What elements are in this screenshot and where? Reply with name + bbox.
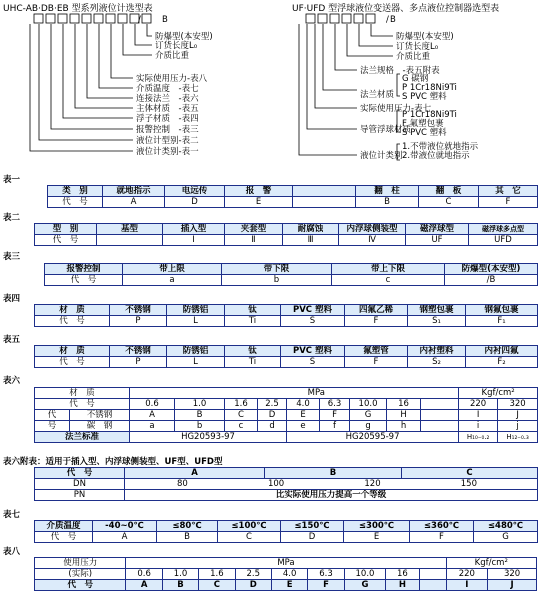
- table8-p5: 6.3: [308, 569, 344, 580]
- table6-std-1: HG20593-97: [130, 432, 287, 443]
- table7-header-row: [35, 521, 538, 532]
- table6-appendix-dn-label: DN: [35, 479, 125, 490]
- right-diagram-option: S PVC 塑料: [402, 128, 447, 138]
- table8-c9: J: [488, 580, 537, 591]
- table7: [34, 520, 538, 543]
- table4-c0: 代 号: [35, 316, 110, 327]
- table6: [34, 387, 538, 443]
- table1-h4: [293, 186, 356, 197]
- table4-c5: F: [345, 316, 408, 327]
- table8-pressure-row: [35, 569, 537, 580]
- table5-h7: 内衬四氟: [466, 346, 538, 357]
- table2-h3: 夹套型: [225, 224, 283, 235]
- table3-header-row: [45, 264, 538, 275]
- table6-s4: E: [287, 410, 320, 421]
- table7-c5: E: [344, 532, 410, 543]
- table6-p1: 1.0: [175, 399, 225, 410]
- table6-carbon-label: 碳 钢: [70, 421, 130, 432]
- table4-h6: 钢塑包裹: [408, 305, 466, 316]
- table6-std-2: HG20595-97: [287, 432, 459, 443]
- right-diagram-options: [402, 73, 479, 161]
- table8-title: 表八: [3, 547, 21, 557]
- right-header-title: UF·UFD 型浮球液位变送器、多点液位控制器选型表: [292, 4, 500, 14]
- right-diagram-option: 1.不带液位就地指示: [402, 142, 479, 152]
- table6-code-label: 代 号: [35, 399, 130, 410]
- table5-h0: 材 质: [35, 346, 110, 357]
- table7-title: 表七: [3, 510, 21, 520]
- table4-h3: 钛: [225, 305, 281, 316]
- table5-h4: PVC 塑料: [281, 346, 345, 357]
- right-diagram-label: 实际使用压力-表七: [360, 104, 432, 114]
- table8-p4: 4.0: [271, 569, 307, 580]
- table2-c2: Ⅰ: [163, 235, 225, 246]
- table2-c5: Ⅳ: [339, 235, 406, 246]
- table7-c6: F: [410, 532, 474, 543]
- table2-c4: Ⅲ: [283, 235, 339, 246]
- right-diagram-label: 导管浮球材质: [360, 125, 412, 135]
- table4-header-row: [35, 305, 538, 316]
- table4-c7: F₁: [466, 316, 538, 327]
- table8-p2: 1.6: [199, 569, 235, 580]
- right-slash: /: [386, 15, 389, 25]
- table6-unit-row: [35, 388, 538, 399]
- table6-appendix-pn-row: [35, 490, 538, 501]
- table8-kgf-label: Kgf/cm²: [446, 558, 536, 569]
- table6-k3: d: [258, 421, 287, 432]
- table2: [34, 223, 538, 246]
- table1-h1: 就地指示: [103, 186, 165, 197]
- table6-k8: i: [459, 421, 498, 432]
- table1-c1: A: [103, 197, 165, 208]
- table5-h6: 内衬塑料: [408, 346, 466, 357]
- table2-c7: UFD: [469, 235, 538, 246]
- table6-appendix-pn-text: 比实际使用压力提高一个等级: [125, 490, 538, 501]
- table8-c3: D: [235, 580, 271, 591]
- left-diagram-labels: [136, 31, 213, 157]
- table8-c2: C: [199, 580, 235, 591]
- table6-k6: g: [350, 421, 387, 432]
- table2-h4: 耐腐蚀: [283, 224, 339, 235]
- table6-appendix-pn-label: PN: [35, 490, 125, 501]
- table6-appendix-h2: B: [265, 468, 402, 479]
- table5-h1: 不锈钢: [110, 346, 167, 357]
- table5-c2: L: [167, 357, 225, 368]
- table2-h1: 基型: [97, 224, 163, 235]
- table6-appendix-h0: 代 号: [35, 468, 125, 479]
- table3-h2: 带下限: [222, 264, 332, 275]
- table7-h7: ≤480℃: [474, 521, 538, 532]
- table5-c4: S: [281, 357, 345, 368]
- table6-s9: J: [498, 410, 538, 421]
- table2-c3: Ⅱ: [225, 235, 283, 246]
- table1-c3: E: [225, 197, 293, 208]
- table8-p9: 320: [488, 569, 537, 580]
- table8-c5: F: [308, 580, 344, 591]
- table8-unit-row: [35, 558, 537, 569]
- table6-k1: b: [175, 421, 225, 432]
- table7-h3: ≤100℃: [218, 521, 281, 532]
- table8-c7: H: [386, 580, 419, 591]
- table6-appendix-title: 表六附表：适用于插入型、内浮球侧装型、UF型、UFD型: [3, 457, 223, 467]
- table7-code-row: [35, 532, 538, 543]
- table6-std-4: H₁₂₋₀.₃: [498, 432, 538, 443]
- table8: [34, 557, 537, 591]
- left-diagram-label: 介质比重: [155, 51, 190, 61]
- table3-c3: c: [332, 275, 445, 286]
- table6-s6: G: [350, 410, 387, 421]
- table1-h3: 报 警: [225, 186, 293, 197]
- table5-h5: 氟塑管: [345, 346, 408, 357]
- left-diagram-label: 液位计类别-表一: [136, 147, 199, 157]
- table2-h0: 型 别: [35, 224, 97, 235]
- left-diagram-label: 连接法兰 -表六: [136, 94, 199, 104]
- table6-appendix-dn-2: 100: [267, 479, 285, 489]
- table3-h3: 带上下限: [332, 264, 445, 275]
- table3-title: 表三: [3, 252, 21, 262]
- table8-p6: 10.0: [344, 569, 386, 580]
- table7-c3: C: [218, 532, 281, 543]
- table8-c0: A: [126, 580, 162, 591]
- table7-c4: D: [281, 532, 344, 543]
- table8-mpa-label: MPa: [126, 558, 446, 569]
- table5-h3: 钛: [225, 346, 281, 357]
- table1-c7: F: [479, 197, 538, 208]
- table6-stainless-label: 不锈钢: [70, 410, 130, 421]
- left-diagram-label: 液位计型别-表二: [136, 136, 199, 146]
- table5-title: 表五: [3, 335, 21, 345]
- table1-c5: B: [356, 197, 419, 208]
- table6-std-label: 法兰标准: [35, 432, 130, 443]
- table6-kgf-label: Kgf/cm²: [459, 388, 538, 399]
- left-diagram-label: 介质温度 -表七: [136, 84, 199, 94]
- table6-stainless-row: [35, 410, 538, 421]
- table3-h1: 带上限: [123, 264, 222, 275]
- table6-p4: 4.0: [287, 399, 320, 410]
- table6-k9: j: [498, 421, 538, 432]
- table7-c7: G: [474, 532, 538, 543]
- table3-c0: 代 号: [45, 275, 123, 286]
- table6-p8: 220: [459, 399, 498, 410]
- table4-h7: 钢氟包裹: [466, 305, 538, 316]
- table6-appendix-dn-3: 120: [364, 479, 381, 489]
- table6-carbon-row: [35, 421, 538, 432]
- table8-p7: 16: [386, 569, 419, 580]
- table1-c0: 代 号: [48, 197, 103, 208]
- table3-h4: 防爆型(本安型): [445, 264, 538, 275]
- left-diagram-label: 订货长度L₀: [155, 41, 198, 51]
- right-diagram-option: 2.带液位就地指示: [402, 151, 470, 161]
- table8-label-2: (实际): [35, 569, 126, 580]
- table8-c8: I: [446, 580, 488, 591]
- table7-c2: B: [157, 532, 218, 543]
- table1-h5: 翻 柱: [356, 186, 419, 197]
- table6-p3: 2.5: [258, 399, 287, 410]
- right-diagram-label: 防爆型(本安型): [396, 32, 454, 42]
- table2-title: 表二: [3, 213, 21, 223]
- table5-c5: F: [345, 357, 408, 368]
- table4-c3: Ti: [225, 316, 281, 327]
- table6-s0: A: [130, 410, 175, 421]
- table8-c4: E: [271, 580, 307, 591]
- table4-c4: S: [281, 316, 345, 327]
- table6-std-3: H₁₀₋₀.₂: [459, 432, 498, 443]
- table1-h2: 电远传: [165, 186, 225, 197]
- table5-h2: 防锈铝: [167, 346, 225, 357]
- table2-h7: 磁浮球多点型: [469, 224, 538, 235]
- table4-c6: S₁: [408, 316, 466, 327]
- table6-s7: H: [387, 410, 421, 421]
- table7-h4: ≤150℃: [281, 521, 344, 532]
- table8-code-row: [35, 580, 537, 591]
- table6-k2: c: [225, 421, 258, 432]
- table6-appendix: [34, 467, 538, 501]
- table6-appendix-dn-row: [35, 479, 538, 490]
- right-diagram-option: P 1Cr18Ni9Ti: [402, 110, 457, 120]
- table2-c0: 代 号: [35, 235, 97, 246]
- selection-diagrams: [0, 12, 550, 170]
- table6-appendix-dn-1: 80: [177, 479, 188, 489]
- table3-c4: /B: [445, 275, 538, 286]
- table5-c0: 代 号: [35, 357, 110, 368]
- right-diagram-label: 订货长度L₀: [396, 42, 439, 52]
- table7-h1: -40~0℃: [93, 521, 157, 532]
- table8-c1: B: [162, 580, 198, 591]
- left-slash: /: [138, 15, 141, 25]
- table8-p1: 1.0: [162, 569, 198, 580]
- table2-header-row: [35, 224, 538, 235]
- table6-p6: 10.0: [350, 399, 387, 410]
- table3-c2: b: [222, 275, 332, 286]
- table4-h5: 四氟乙稀: [345, 305, 408, 316]
- right-diagram-label: 液位计类别: [360, 151, 403, 161]
- table4-h0: 材 质: [35, 305, 110, 316]
- table7-c0: 代 号: [35, 532, 93, 543]
- table4: [34, 304, 538, 327]
- table2-c6: UF: [406, 235, 469, 246]
- table4-c1: P: [110, 316, 167, 327]
- left-diagram-label: 主体材质 -表五: [136, 104, 199, 114]
- table5-header-row: [35, 346, 538, 357]
- right-b-suffix: B: [390, 15, 396, 25]
- table6-pressure-row: [35, 399, 538, 410]
- table1-h6: 翻 板: [419, 186, 479, 197]
- table4-h4: PVC 塑料: [281, 305, 345, 316]
- table6-appendix-header-row: [35, 468, 538, 479]
- table6-p0: 0.6: [130, 399, 175, 410]
- table4-c2: L: [167, 316, 225, 327]
- table2-c1: [97, 235, 163, 246]
- table6-k5: f: [320, 421, 350, 432]
- right-diagram-label: 法兰规格 -表五附表: [360, 66, 440, 76]
- left-diagram-label: 浮子材质 -表四: [136, 114, 199, 124]
- right-diagram-option: S PVC 塑料: [402, 92, 447, 102]
- table8-c6: G: [344, 580, 386, 591]
- table6-mpa-label: MPa: [175, 388, 459, 399]
- table6-s3: D: [258, 410, 287, 421]
- table6-standard-row: [35, 432, 538, 443]
- table2-h6: 磁浮球型: [406, 224, 469, 235]
- table5: [34, 345, 538, 368]
- table1-h0: 类 别: [48, 186, 103, 197]
- right-diagram-option: G 碳钢: [402, 74, 429, 84]
- table1-h7: 其 它: [479, 186, 538, 197]
- table6-s1: B: [175, 410, 225, 421]
- right-diagram-option: F 氟塑包裹: [402, 119, 444, 129]
- table7-h2: ≤80℃: [157, 521, 218, 532]
- table3: [44, 263, 538, 286]
- table1-code-row: [48, 197, 538, 208]
- table6-material-label: 材 质: [35, 388, 130, 399]
- table5-c1: P: [110, 357, 167, 368]
- table5-code-row: [35, 357, 538, 368]
- table1-c2: D: [165, 197, 225, 208]
- table6-k4: e: [287, 421, 320, 432]
- table1-title: 表一: [3, 175, 21, 185]
- left-b-suffix: B: [162, 15, 168, 25]
- table8-p8: 220: [446, 569, 488, 580]
- table6-s2: C: [225, 410, 258, 421]
- table6-k0: a: [130, 421, 175, 432]
- table6-p5: 6.3: [320, 399, 350, 410]
- right-diagram-label: 法兰材质: [360, 90, 395, 100]
- table5-c6: S₂: [408, 357, 466, 368]
- table3-h0: 报警控制: [45, 264, 123, 275]
- table6-p2: 1.6: [225, 399, 258, 410]
- table1-header-row: [48, 186, 538, 197]
- table5-c7: F₂: [466, 357, 538, 368]
- left-diagram-label: 实际使用压力-表八: [136, 74, 208, 84]
- table6-s5: F: [320, 410, 350, 421]
- table8-label-1: 使用压力: [35, 558, 126, 569]
- table1: [47, 185, 538, 208]
- right-diagram-option: P 1Cr18Ni9Ti: [402, 83, 457, 93]
- left-diagram-label: 报警控制 -表三: [136, 125, 199, 135]
- table4-h2: 防锈铝: [167, 305, 225, 316]
- table6-p9: 320: [498, 399, 538, 410]
- table7-h5: ≤300℃: [344, 521, 410, 532]
- table6-s8: I: [459, 410, 498, 421]
- table6-title: 表六: [3, 376, 21, 386]
- table5-c3: Ti: [225, 357, 281, 368]
- table4-h1: 不锈钢: [110, 305, 167, 316]
- left-diagram-label: 防爆型(本安型): [155, 32, 213, 42]
- table3-code-row: [45, 275, 538, 286]
- table6-appendix-dn-4: 150: [460, 479, 477, 489]
- table2-h2: 插入型: [163, 224, 225, 235]
- table7-c1: A: [93, 532, 157, 543]
- table2-h5: 内浮球侧装型: [339, 224, 406, 235]
- table6-appendix-h1: A: [125, 468, 265, 479]
- table6-side-label-2: 号: [35, 421, 70, 432]
- table6-p7: 16: [387, 399, 421, 410]
- left-header-title: UHC-AB·DB·EB 型系列液位计选型表: [3, 4, 153, 14]
- table3-c1: a: [123, 275, 222, 286]
- table4-code-row: [35, 316, 538, 327]
- table1-c4: [293, 197, 356, 208]
- table8-p3: 2.5: [235, 569, 271, 580]
- table8-code-label: 代 号: [35, 580, 126, 591]
- table4-title: 表四: [3, 294, 21, 304]
- table6-appendix-h3: C: [402, 468, 538, 479]
- table7-h6: ≤360℃: [410, 521, 474, 532]
- table6-k7: h: [387, 421, 421, 432]
- table2-code-row: [35, 235, 538, 246]
- table1-c6: C: [419, 197, 479, 208]
- table8-p0: 0.6: [126, 569, 162, 580]
- table7-h0: 介质温度: [35, 521, 93, 532]
- right-diagram-label: 介质比重: [396, 52, 431, 62]
- table6-side-label-1: 代: [35, 410, 70, 421]
